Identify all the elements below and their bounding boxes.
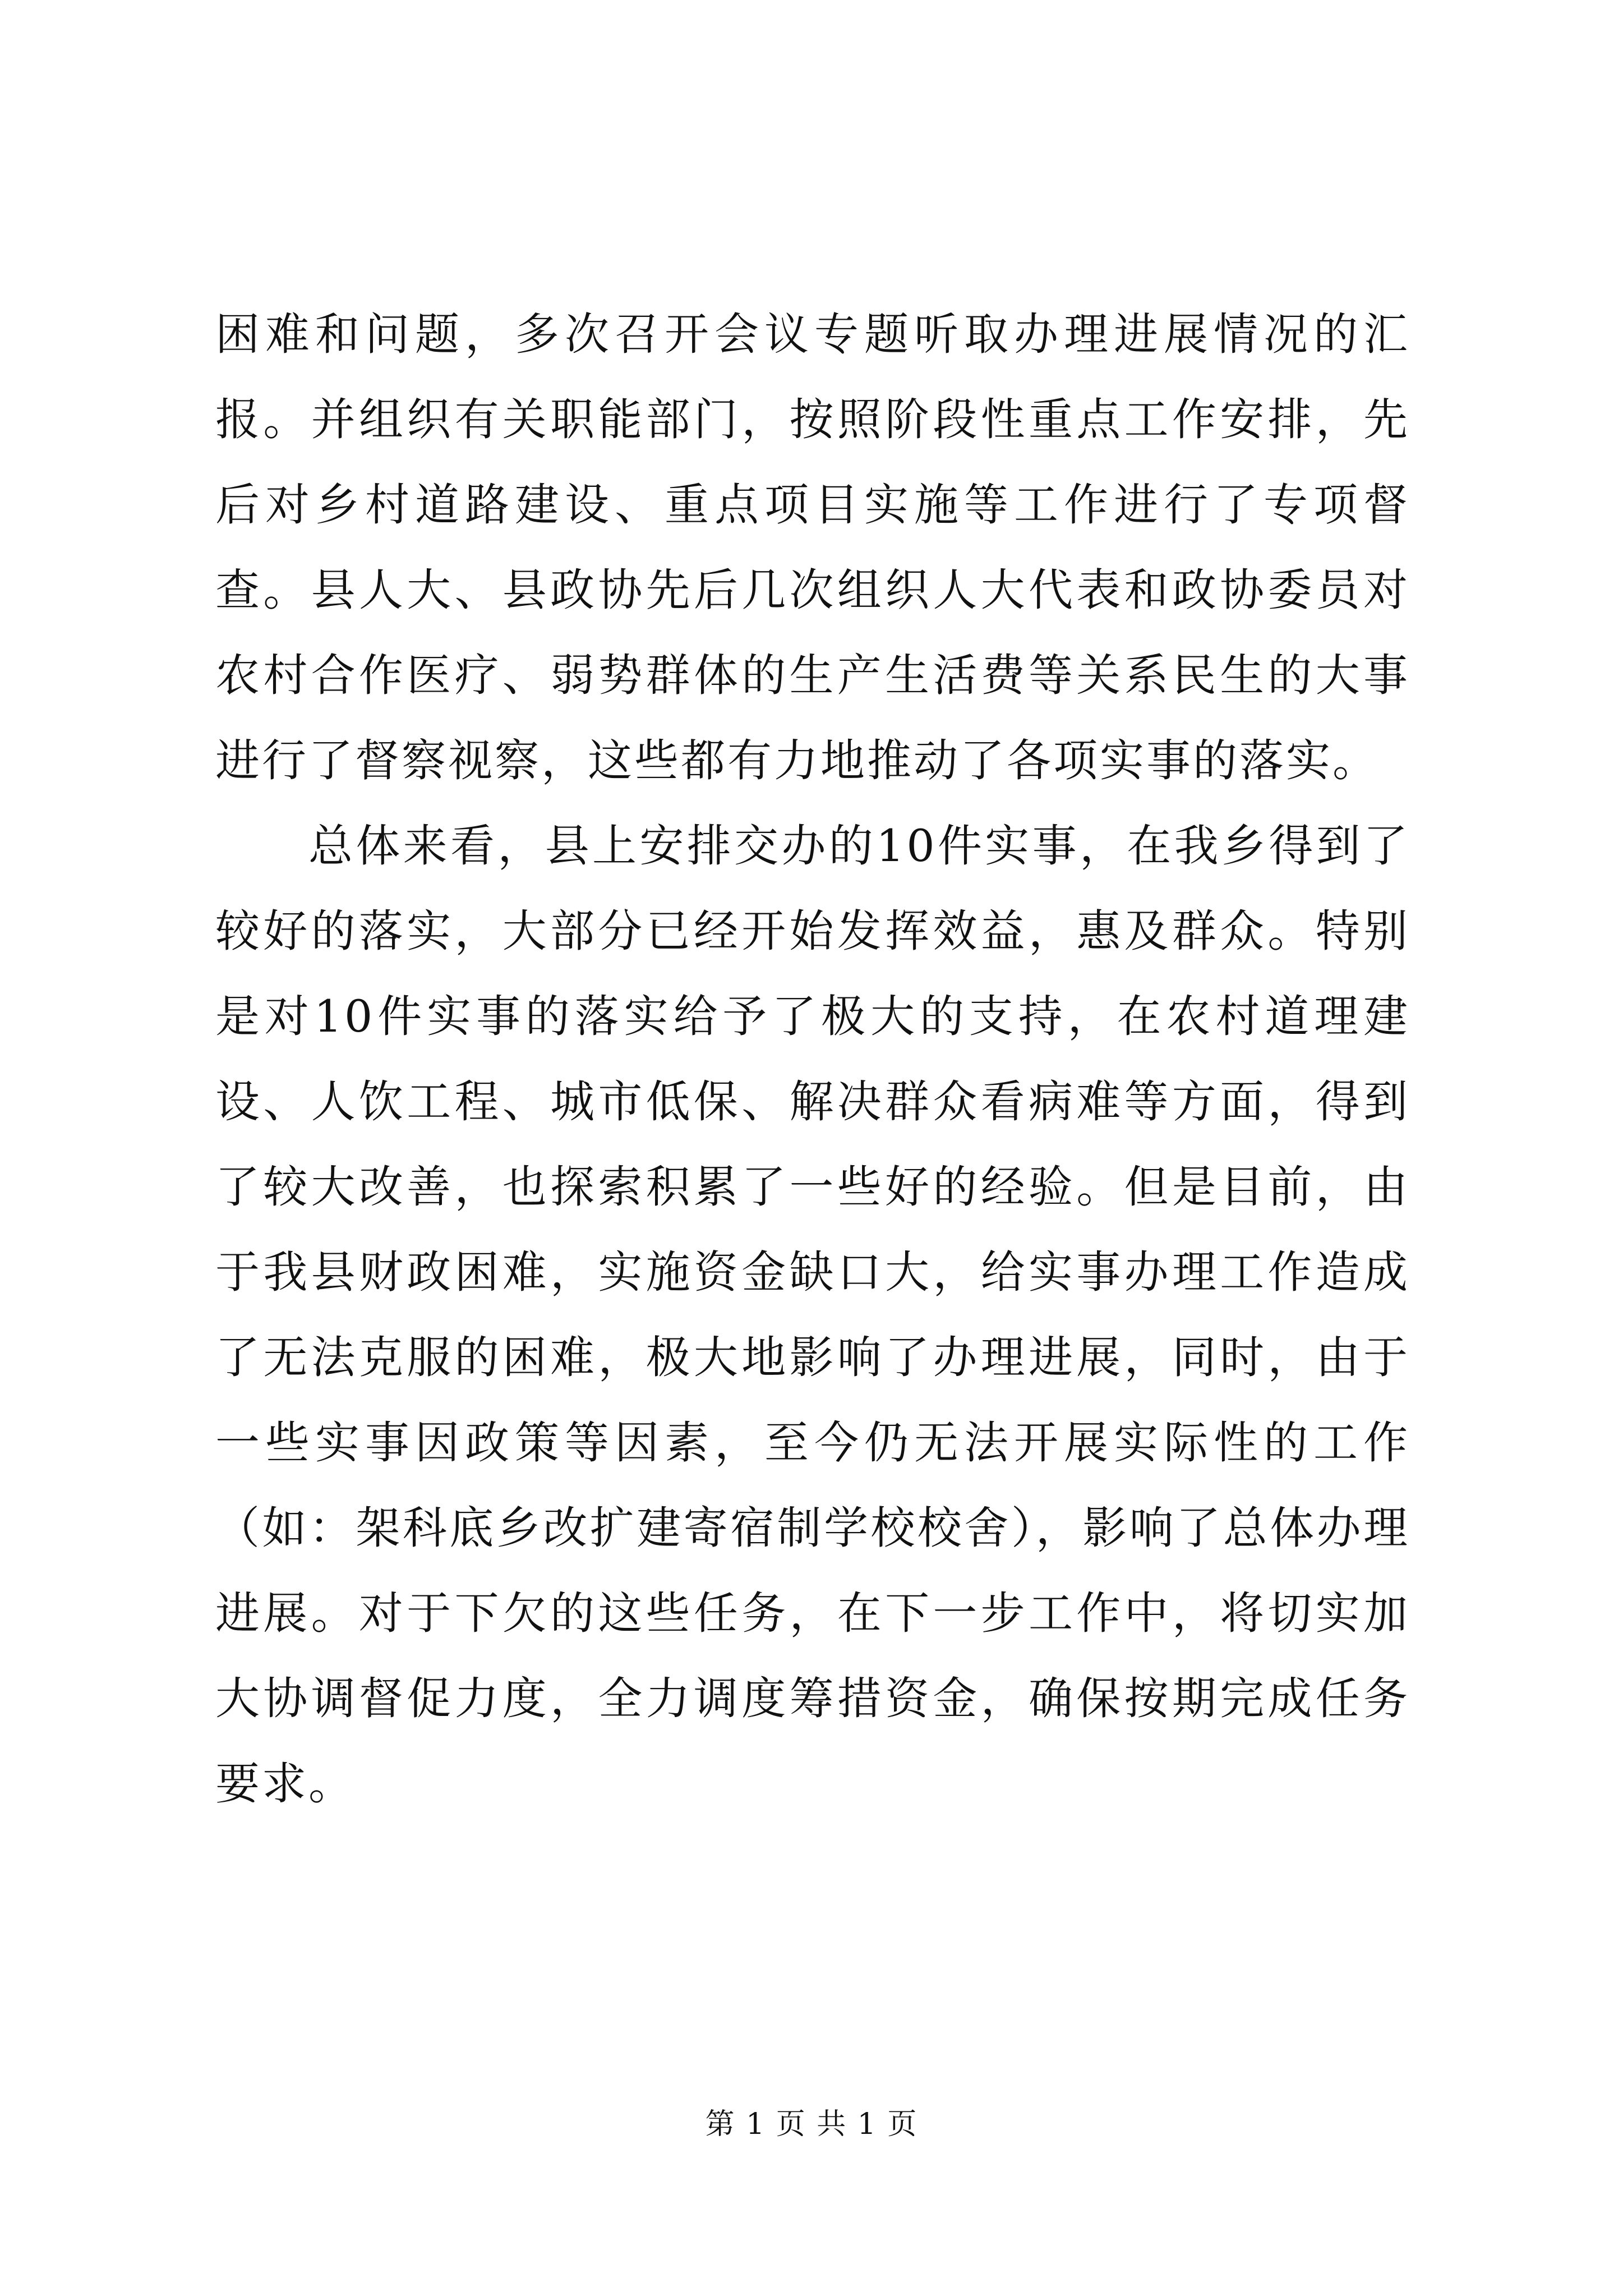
- paragraph-1: 困难和问题，多次召开会议专题听取办理进展情况的汇报。并组织有关职能部门，按照阶段性重点工作安排，先后对乡村道路建设、重点项目实施等工作进行了专项督查。县人大、县政协先后几次组织人大代表和政协委员对农村合作医疗、弱势群体的生产生活费等关系民生的大事进行了督察视察，这些都有力地推动了各项实事的落实。: [215, 309, 1410, 786]
- paragraph-2: 总体来看，县上安排交办的10件实事，在我乡得到了较好的落实，大部分已经开始发挥效益，惠及群众。特别是对10件实事的落实给予了极大的支持，在农村道理建设、人饮工程、城市低保、解决群众看病难等方面，得到了较大改善，也探索积累了一些好的经验。但是目前，由于我县财政困难，实施资金缺口大，给实事办理工作造成了无法克服的困难，极大地影响了办理进展，同时，由于一些实事因政策等因素，至今仍无法开展实际性的工作（如：架科底乡改扩建寄宿制学校校舍），影响了总体办理进展。对于下欠的这些任务，在下一步工作中，将切实加大协调督促力度，全力调度筹措资金，确保按期完成任务要求。: [215, 820, 1410, 1810]
- page-footer: 第 1 页 共 1 页: [705, 2108, 918, 2141]
- document-body: [215, 292, 1410, 1826]
